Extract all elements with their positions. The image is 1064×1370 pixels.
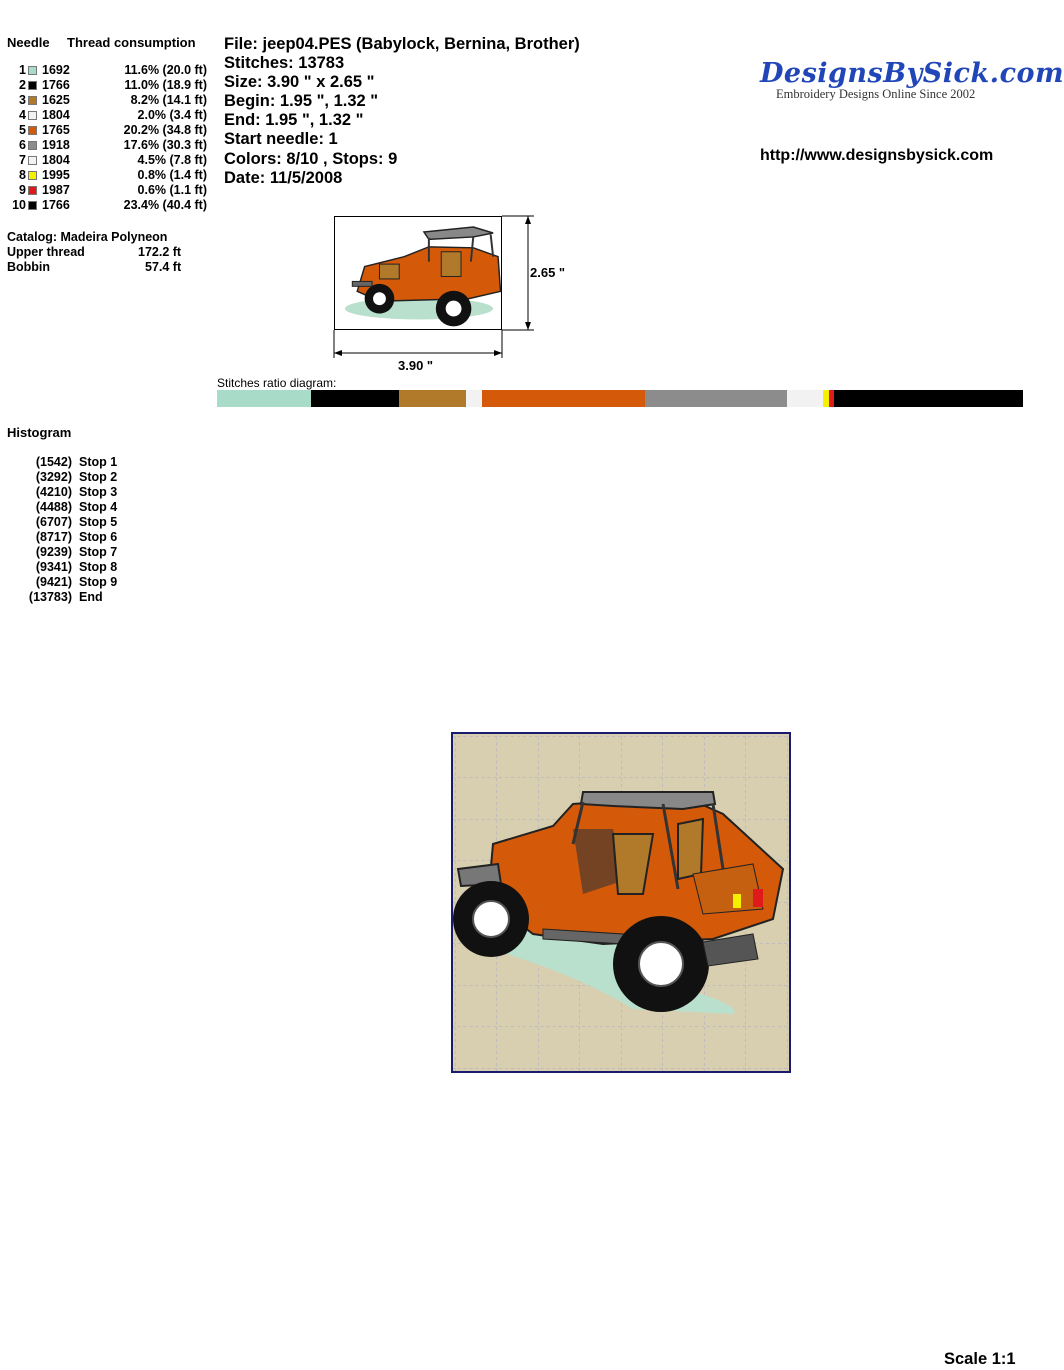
ratio-segment [482,390,645,407]
design-preview-large [451,732,791,1073]
thread-consumption: 11.6% (20.0 ft) [124,63,207,77]
stop-row [7,485,207,500]
thread-color-swatch [28,66,37,75]
catalog-label: Catalog: Madeira Polyneon [7,230,168,244]
stop-stitch-count: (9239) [35,545,72,559]
stop-row [7,500,207,515]
bobbin-value: 57.4 ft [145,260,182,274]
needle-number: 10 [12,198,26,212]
logo-wordmark: DesignsBySick.com [760,58,1064,89]
thread-consumption: 23.4% (40.4 ft) [123,198,207,212]
needle-number: 7 [19,153,26,167]
thread-consumption-header: Thread consumption [67,35,196,50]
stop-label: Stop 2 [79,470,118,484]
needle-number: 2 [19,78,26,92]
ratio-diagram-label: Stitches ratio diagram: [217,376,337,390]
needle-row [7,93,217,108]
thread-code: 1804 [42,153,70,167]
thread-code: 1766 [42,78,70,92]
needle-row [7,183,217,198]
thread-code: 1766 [42,198,70,212]
thread-consumption: 4.5% (7.8 ft) [137,153,207,167]
thread-color-swatch [28,156,37,165]
thread-consumption: 2.0% (3.4 ft) [137,108,207,122]
colors-line: Colors: 8/10 , Stops: 9 [224,149,398,168]
stop-row [7,575,207,590]
stop-stitch-count: (4210) [35,485,72,499]
date-line: Date: 11/5/2008 [224,168,343,187]
stop-stitch-count: (9421) [35,575,72,589]
thread-consumption: 0.6% (1.1 ft) [137,183,207,197]
histogram-title: Histogram [7,425,72,440]
jeep-large-image [453,734,789,1071]
stop-stitch-count: (8717) [35,530,72,544]
needle-row [7,168,217,183]
design-info [224,35,580,188]
thread-consumption: 11.0% (18.9 ft) [124,78,207,92]
needle-row [7,138,217,153]
logo-tagline: Embroidery Designs Online Since 2002 [776,87,976,101]
stop-label: Stop 9 [79,575,118,589]
thread-color-swatch [28,201,37,210]
stop-stitch-count: (13783) [28,590,72,604]
needle-row [7,108,217,123]
begin-line: Begin: 1.95 ", 1.32 " [224,92,379,111]
stop-row [7,455,207,470]
thread-code: 1918 [42,138,70,152]
stitches-ratio-bar [217,390,1024,407]
scale-label: Scale 1:1 [944,1350,1016,1368]
designsbysick-logo [760,58,1064,104]
needle-row [7,63,217,78]
stop-row [7,515,207,530]
stop-row [7,470,207,485]
dimension-lines [334,210,584,370]
needle-number: 3 [19,93,26,107]
width-dimension: 3.90 " [398,358,434,373]
thread-code: 1625 [42,93,70,107]
file-line: File: jeep04.PES (Babylock, Bernina, Brother) [224,35,580,53]
ratio-segment [311,390,400,407]
needle-number: 1 [19,63,26,77]
thread-consumption: 8.2% (14.1 ft) [130,93,207,107]
thread-consumption: 17.6% (30.3 ft) [123,138,207,152]
ratio-segment [645,390,787,407]
thread-code: 1692 [42,63,70,77]
stop-label: End [79,590,103,604]
needle-row [7,198,217,213]
thread-color-swatch [28,126,37,135]
needle-number: 4 [19,108,26,122]
needle-row [7,153,217,168]
thread-color-swatch [28,111,37,120]
stitches-line: Stitches: 13783 [224,54,345,73]
stop-stitch-count: (4488) [35,500,72,514]
stop-row [7,560,207,575]
stop-stitch-count: (3292) [35,470,72,484]
end-line: End: 1.95 ", 1.32 " [224,111,364,130]
start-needle-line: Start needle: 1 [224,130,338,149]
thread-color-swatch [28,186,37,195]
stop-stitch-count: (9341) [35,560,72,574]
stops-list [7,455,207,605]
stop-label: Stop 7 [79,545,118,559]
needle-number: 5 [19,123,26,137]
upper-thread-value: 172.2 ft [138,245,182,259]
stop-label: Stop 6 [79,530,118,544]
stop-label: Stop 4 [79,500,118,514]
ratio-segment [466,390,482,407]
ratio-segment [834,390,1023,407]
thread-code: 1987 [42,183,70,197]
thread-color-swatch [28,141,37,150]
ratio-segment [787,390,823,407]
stop-label: Stop 5 [79,515,118,529]
needle-number: 9 [19,183,26,197]
stop-label: Stop 8 [79,560,118,574]
ratio-segment [217,390,311,407]
thread-color-swatch [28,171,37,180]
stop-label: Stop 1 [79,455,118,469]
needle-table [7,63,217,213]
needle-number: 6 [19,138,26,152]
bobbin-label: Bobbin [7,260,51,274]
height-dimension: 2.65 " [530,265,566,280]
thread-code: 1765 [42,123,70,137]
website-url[interactable]: http://www.designsbysick.com [760,147,994,164]
needle-row [7,123,217,138]
ratio-segment [399,390,465,407]
thread-consumption: 20.2% (34.8 ft) [123,123,207,137]
size-line: Size: 3.90 " x 2.65 " [224,73,375,92]
stop-stitch-count: (6707) [35,515,72,529]
thread-code: 1995 [42,168,70,182]
stop-label: Stop 3 [79,485,118,499]
stop-row [7,530,207,545]
thread-color-swatch [28,81,37,90]
stop-row [7,590,207,605]
stop-row [7,545,207,560]
thread-consumption: 0.8% (1.4 ft) [137,168,207,182]
thread-color-swatch [28,96,37,105]
upper-thread-label: Upper thread [7,245,85,259]
stop-stitch-count: (1542) [35,455,72,469]
needle-row [7,78,217,93]
needle-header: Needle [7,35,50,50]
needle-number: 8 [19,168,26,182]
thread-code: 1804 [42,108,70,122]
